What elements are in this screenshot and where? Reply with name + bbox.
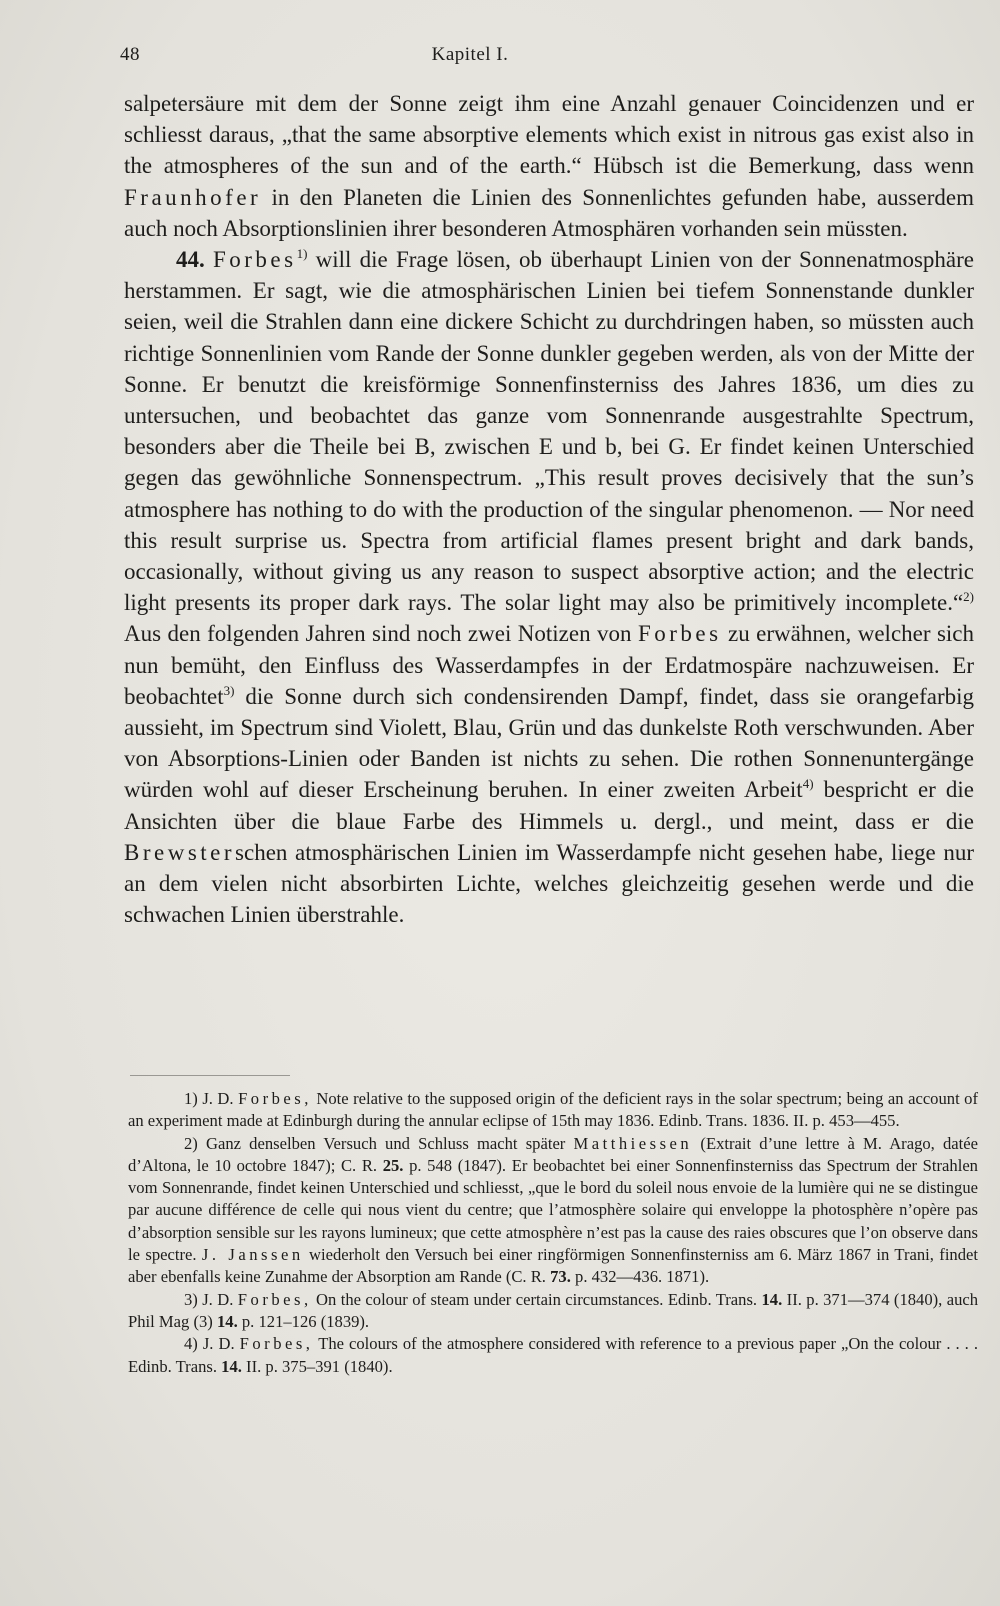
- person-name: Forbes,: [239, 1334, 314, 1354]
- volume-number: 14.: [221, 1356, 242, 1376]
- text-run: II. p. 371—374 (1840), auch Phil Mag (3): [128, 1289, 979, 1331]
- footnote-3: [128, 1289, 978, 1334]
- volume-number: 14.: [216, 1311, 238, 1331]
- person-name: Brewster: [124, 839, 236, 865]
- footnote-ref: 2): [963, 589, 974, 605]
- footnote-1: [128, 1088, 978, 1133]
- footnote-ref: 4): [802, 776, 814, 792]
- footnote-divider: [130, 1075, 290, 1076]
- text-run: atmosphärischen Linien im Wasserdampfe nicht gesehen habe, liege nur an dem vielen nicht absorbirten Lichte, welches gleichzeitig gesehen werde und die schwachen Linien überstrahle.: [124, 839, 974, 928]
- main-text: [124, 88, 974, 930]
- text-run: p. 548 (1847). Er beobachtet bei einer Sonnenfinsterniss das Spectrum der Strahlen vom Sonnenrande, findet keinen Unterschied und schliesst, „que le bord du soleil nous envoie de la lumière qui ne se distingue par aucune différence de celle qui nous vient du centre; que l’atmosphère solaire qui enveloppe la photosphère n’opère pas d’absorption sensible sur les rayons lumineux; que cette atmosphère n’est pas la cause des raies obscures que l’on observe dans le spectre.: [128, 1155, 978, 1265]
- text-run: wiederholt den Versuch bei einer ringförmigen Sonnenfinsterniss am 6. März 1867 in Trani, findet aber ebenfalls keine Zunahme der Absorption am Rande (C. R.: [128, 1245, 978, 1287]
- text-run: p. 432—436. 1871).: [575, 1267, 710, 1287]
- text-run: 3) J. D.: [184, 1289, 234, 1309]
- section-44: [124, 244, 974, 930]
- footnote-ref: 3): [223, 682, 235, 698]
- footnote-4: [128, 1333, 978, 1378]
- text-run: salpetersäure mit dem der Sonne zeigt ihm eine Anzahl genauer Coincidenzen und er schliesst daraus, „that the same absorptive elements which exist in nitrous gas exist also in the atmospheres of the sun and of the earth.“ Hübsch ist die Bemerkung, dass wenn: [124, 91, 974, 179]
- paragraph-1: [124, 88, 974, 244]
- footnote-ref: 1): [296, 246, 308, 262]
- footnote-2: [128, 1133, 978, 1289]
- text-run: 1) J. D.: [184, 1089, 234, 1108]
- text-run: 4) J. D.: [184, 1334, 235, 1354]
- text-run: The colours of the atmosphere considered with reference to a previous paper „On the colour . . . . Edinb. Trans.: [128, 1334, 978, 1376]
- text-run: zu erwähnen, welcher sich nun bemüht, den Einfluss des Wasserdampfes in der Erdatmospäre nachzuweisen. Er beobachtet: [124, 621, 975, 709]
- page-number: 48: [120, 44, 140, 65]
- text-run: (Extrait d’une lettre à M. Arago, datée d’Altona, le 10 octobre 1847); C. R.: [128, 1133, 978, 1175]
- volume-number: 14.: [761, 1289, 783, 1309]
- text-run: Aus den folgenden Jahren sind noch zwei Notizen von: [124, 621, 632, 647]
- text-run: On the colour of steam under certain circumstances. Edinb. Trans.: [316, 1289, 758, 1309]
- person-name: Fraunhofer: [124, 184, 262, 210]
- section-number: 44.: [176, 247, 205, 273]
- person-name: Forbes: [212, 247, 297, 273]
- text-run: bespricht er die Ansichten über die blaue Farbe des Himmels u. dergl., und meint, dass er die: [124, 777, 974, 834]
- chapter-title: Kapitel I.: [431, 44, 509, 65]
- volume-number: 73.: [550, 1267, 571, 1287]
- text-run: will die Frage lösen, ob überhaupt Linien von der Sonnenatmosphäre herstammen. Er sagt, wie die atmosphärischen Linien bei tiefem Sonnenstande dunkler seien, weil die Strahlen dann eine dickere Schicht zu durchdringen haben, so müssten auch richtige Sonnenlinien vom Rande der Sonne dunkler gegeben werden, als von der Mitte der Sonne. Er benutzt die kreisförmige Sonnenfinsterniss des Jahres 1836, um dies zu untersuchen, und beobachtet das ganze vom Sonnenrande ausgestrahlte Spectrum, besonders aber die Theile bei B, zwischen E und b, bei G. Er findet keinen Unterschied gegen das gewöhnliche Sonnenspectrum. „This result proves decisively that the sun’s atmosphere has nothing to do with the production of the singular phenomenon. — Nor need this result surprise us. Spectra from artificial flames present bright and dark bands, occasionally, without giving us any reason to suspect absorptive action; and the electric light presents its proper dark rays. The solar light may also be primitively incomplete.“: [124, 247, 975, 616]
- running-header: [120, 44, 970, 74]
- person-name: Forbes: [637, 621, 722, 647]
- footnotes: [128, 1088, 978, 1378]
- text-run: schen: [235, 839, 288, 865]
- person-name: J. Janssen: [201, 1245, 304, 1265]
- text-run: Note relative to the supposed origin of the deficient rays in the solar spectrum; being an account of an experiment made at Edinburgh during the annular eclipse of 15th may 1836. Edinb. Trans. 1836. II. p. 453—455.: [128, 1089, 978, 1131]
- text-run: II. p. 375–391 (1840).: [246, 1356, 393, 1376]
- person-name: Matthiessen: [573, 1133, 693, 1153]
- text-run: 2) Ganz denselben Versuch und Schluss macht später: [184, 1133, 566, 1153]
- text-run: in den Planeten die Linien des Sonnenlichtes gefunden habe, ausserdem auch noch Absorptionslinien ihrer besonderen Atmosphären vorhanden sein müssten.: [124, 184, 975, 241]
- person-name: Forbes,: [238, 1089, 312, 1108]
- volume-number: 25.: [382, 1155, 404, 1175]
- person-name: Forbes,: [237, 1289, 312, 1309]
- text-run: die Sonne durch sich condensirenden Dampf, findet, dass sie orangefarbig aussieht, im Spectrum sind Violett, Blau, Grün und das dunkelste Roth verschwunden. Aber von Absorptions-Linien oder Banden ist nichts zu sehen. Die rothen Sonnenuntergänge würden wohl auf dieser Erscheinung beruhen. In einer zweiten Arbeit: [124, 683, 974, 803]
- text-run: p. 121–126 (1839).: [241, 1311, 370, 1331]
